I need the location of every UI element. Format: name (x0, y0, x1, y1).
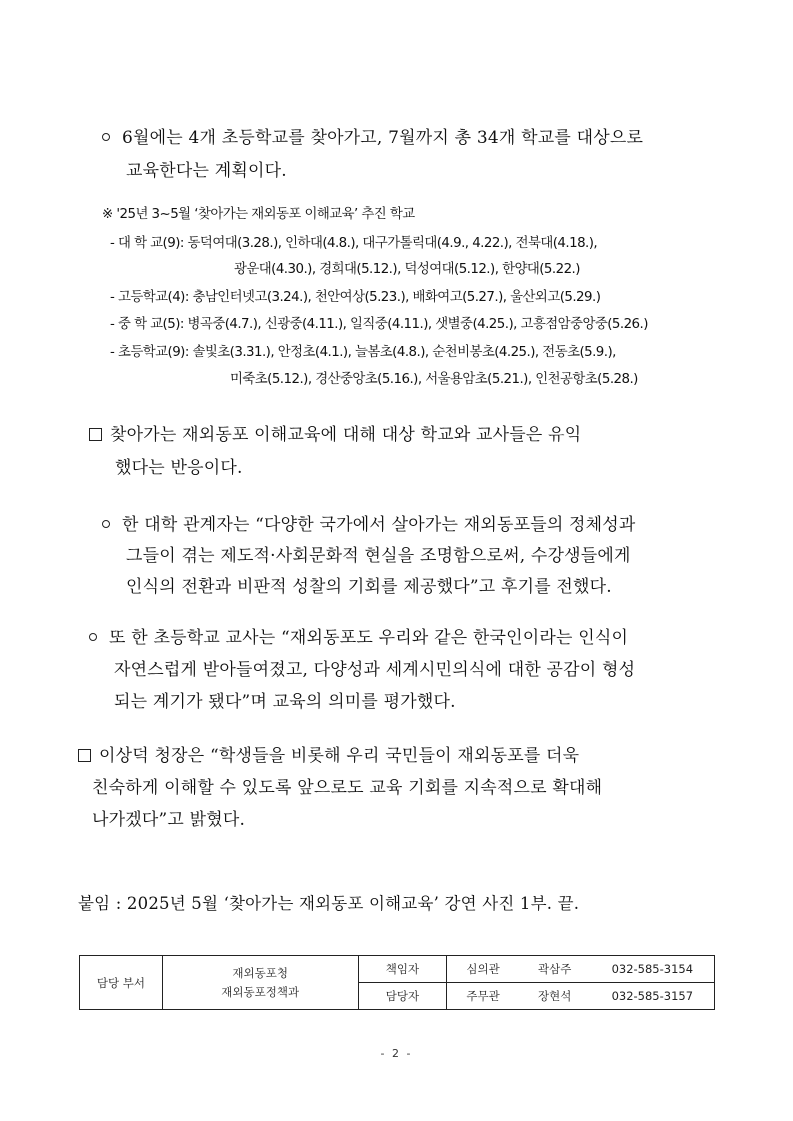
phone-cell: 032-585-3157 (591, 983, 715, 1010)
para4-line2: 자연스럽게 받아들여졌고, 다양성과 세계시민의식에 대한 공감이 형성 (114, 660, 636, 680)
para5-line3: 나가겠다”고 밝혔다. (92, 810, 246, 830)
dept-name-1: 재외동포청 (232, 965, 288, 980)
note-high: - 고등학교(4): 충남인터넷고(3.24.), 천안여상(5.23.), 배화여고(5.27.), 울산외고(5.29.) (110, 290, 601, 305)
note-elem-2: 미죽초(5.12.), 경산중앙초(5.16.), 서울용암초(5.21.), 인천공항초(5.28.) (230, 372, 638, 387)
note-elem-1: - 초등학교(9): 솔빛초(3.31.), 안정초(4.1.), 늘봄초(4.8.), 순천비봉초(4.25.), 전동초(5.9.), (110, 345, 616, 360)
contact-table (79, 955, 715, 1010)
para5-line1: 이상덕 청장은 “학생들을 비롯해 우리 국민들이 재외동포를 더욱 (78, 741, 579, 766)
note-univ-2: 광운대(4.30.), 경희대(5.12.), 덕성여대(5.12.), 한양대(5.22.) (234, 262, 580, 277)
dept-name-cell (162, 956, 358, 1010)
para2-line1: 찾아가는 재외동포 이해교육에 대해 대상 학교와 교사들은 유익 (89, 420, 581, 445)
square-bullet-icon (89, 428, 102, 441)
para4-line3: 되는 계기가 됐다”며 교육의 의미를 평가했다. (114, 692, 456, 712)
note-title: ※ '25년 3~5월 ‘찾아가는 재외동포 이해교육’ 추진 학교 (102, 207, 415, 222)
phone-cell: 032-585-3154 (591, 956, 715, 983)
page-number: - 2 - (380, 1047, 413, 1060)
contact-row-responsible (80, 956, 715, 983)
dept-label-cell: 담당 부서 (80, 956, 163, 1010)
circle-bullet-icon (102, 133, 110, 141)
note-univ-1: - 대 학 교(9): 동덕여대(3.28.), 인하대(4.8.), 대구가톨릭대(4.9., 4.22.), 전북대(4.18.), (110, 236, 598, 251)
reference-mark-icon: ※ (102, 207, 113, 222)
name-cell: 장현석 (519, 983, 591, 1010)
note-middle: - 중 학 교(5): 병곡중(4.7.), 신광중(4.11.), 일직중(4.11.), 샛별중(4.25.), 고흥점암중앙중(5.26.) (110, 317, 648, 332)
para3-line1: 한 대학 관계자는 “다양한 국가에서 살아가는 재외동포들의 정체성과 (102, 510, 636, 535)
name-cell: 곽삼주 (519, 956, 591, 983)
para3-line3: 인식의 전환과 비판적 성찰의 기회를 제공했다”고 후기를 전했다. (126, 577, 612, 597)
attachment-line: 붙임 : 2025년 5월 ‘찾아가는 재외동포 이해교육’ 강연 사진 1부. 끝. (78, 894, 580, 913)
role-cell: 책임자 (358, 956, 447, 983)
role-cell: 담당자 (358, 983, 447, 1010)
square-bullet-icon (78, 749, 91, 762)
dept-name-2: 재외동포정책과 (221, 984, 300, 999)
para1-line1: 6월에는 4개 초등학교를 찾아가고, 7월까지 총 34개 학교를 대상으로 (102, 123, 643, 148)
title-cell: 심의관 (447, 956, 519, 983)
circle-bullet-icon (102, 520, 110, 528)
para1-line2: 교육한다는 계획이다. (126, 161, 287, 181)
circle-bullet-icon (89, 633, 97, 641)
para4-line1: 또 한 초등학교 교사는 “재외동포도 우리와 같은 한국인이라는 인식이 (89, 623, 628, 648)
para2-line2: 했다는 반응이다. (115, 458, 243, 478)
title-cell: 주무관 (447, 983, 519, 1010)
para3-line2: 그들이 겪는 제도적·사회문화적 현실을 조명함으로써, 수강생들에게 (126, 546, 631, 566)
para5-line2: 친숙하게 이해할 수 있도록 앞으로도 교육 기회를 지속적으로 확대해 (92, 778, 603, 798)
